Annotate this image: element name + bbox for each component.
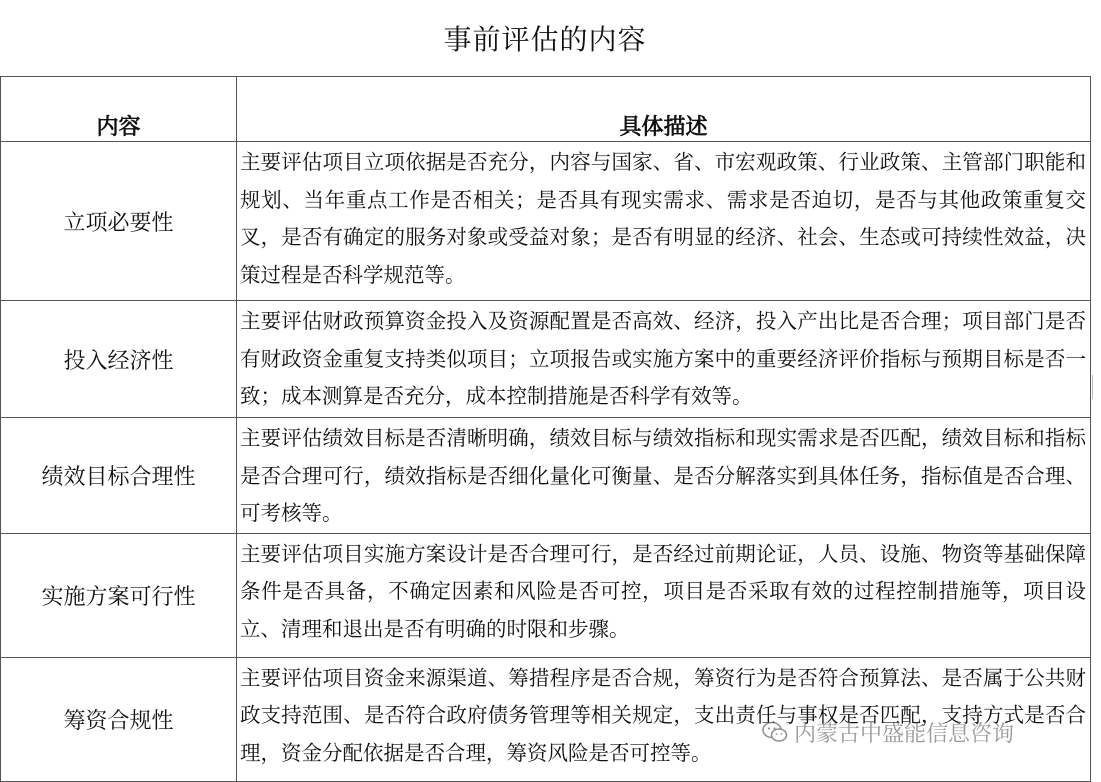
content-table: [0, 76, 1091, 782]
row-description: 主要评估项目资金来源渠道、筹措程序是否合规，筹资行为是否符合预算法、是否属于公共财政支持范围、是否符合政府债务管理等相关规定，支出责任与事权是否匹配，支持方式是否合理，资金分配依据是否合理，筹资风险是否可控等。: [237, 657, 1091, 781]
table-row: [1, 142, 1091, 301]
row-name: 筹资合规性: [1, 657, 237, 781]
page-title: 事前评估的内容: [443, 23, 647, 56]
table-row: [1, 533, 1091, 657]
row-description: 主要评估绩效目标是否清晰明确，绩效目标与绩效指标和现实需求是否匹配，绩效目标和指标是否合理可行，绩效指标是否细化量化可衡量、是否分解落实到具体任务，指标值是否合理、可考核等。: [237, 418, 1091, 534]
row-name: 投入经济性: [1, 301, 237, 418]
page-edge-marker: [1092, 375, 1101, 399]
watermark-text: 内蒙古中盛能信息咨询: [794, 721, 1015, 747]
row-description: 主要评估项目实施方案设计是否合理可行，是否经过前期论证，人员、设施、物资等基础保障条件是否具备，不确定因素和风险是否可控，项目是否采取有效的过程控制措施等，项目设立、清理和退出是否有明确的时限和步骤。: [237, 533, 1091, 657]
row-name: 绩效目标合理性: [1, 418, 237, 534]
header-description: 具体描述: [237, 77, 1091, 142]
header-content: 内容: [1, 77, 237, 142]
table-row: [1, 418, 1091, 534]
table-row: [1, 657, 1091, 781]
table-row: [1, 301, 1091, 418]
row-name: 实施方案可行性: [1, 533, 237, 657]
row-description: 主要评估财政预算资金投入及资源配置是否高效、经济，投入产出比是否合理；项目部门是否有财政资金重复支持类似项目；立项报告或实施方案中的重要经济评价指标与预期目标是否一致；成本测算是否充分，成本控制措施是否科学有效等。: [237, 301, 1091, 418]
table-header-row: [1, 77, 1091, 142]
row-name: 立项必要性: [1, 142, 237, 301]
row-description: 主要评估项目立项依据是否充分，内容与国家、省、市宏观政策、行业政策、主管部门职能和规划、当年重点工作是否相关；是否具有现实需求、需求是否迫切，是否与其他政策重复交叉，是否有确定的服务对象或受益对象；是否有明显的经济、社会、生态或可持续性效益，决策过程是否科学规范等。: [237, 142, 1091, 301]
